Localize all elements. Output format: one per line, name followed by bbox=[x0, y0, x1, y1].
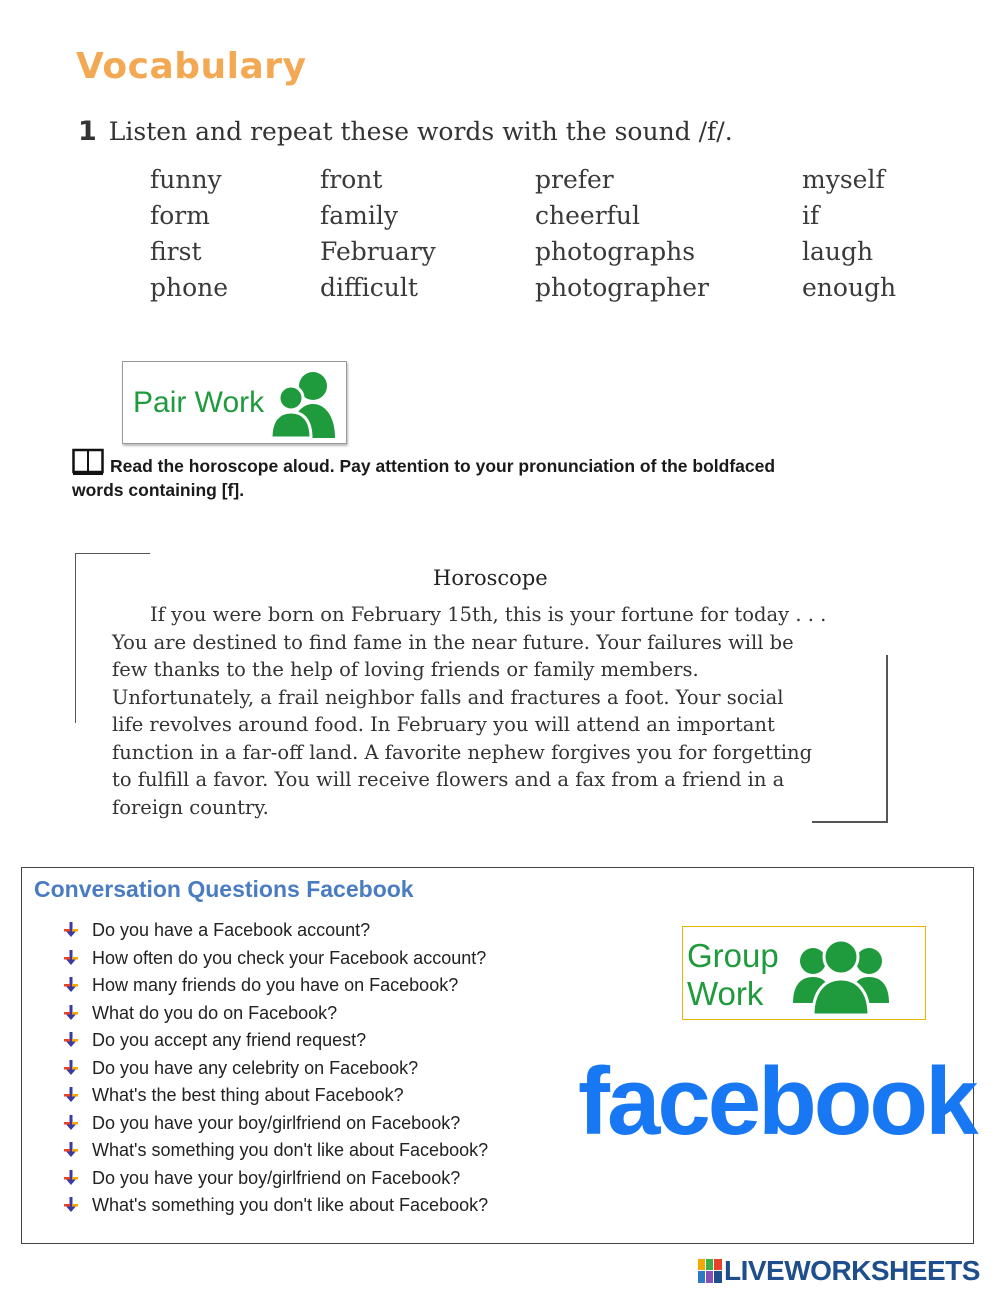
pair-people-icon bbox=[269, 368, 341, 440]
word: family bbox=[320, 201, 398, 230]
question-text: Do you have your boy/girlfriend on Facebook? bbox=[92, 1167, 461, 1188]
horoscope-line: to fulfill a favor. You will receive flowers and a fax from a friend in a bbox=[112, 768, 785, 791]
bullet-arrow-icon bbox=[62, 1059, 80, 1077]
frame-border bbox=[75, 553, 76, 723]
question-item bbox=[62, 1166, 488, 1194]
horoscope-title: Horoscope bbox=[433, 566, 548, 590]
word: cheerful bbox=[535, 201, 640, 230]
word: funny bbox=[150, 165, 222, 194]
question-text: How often do you check your Facebook account? bbox=[92, 947, 487, 968]
group-work-label bbox=[687, 937, 779, 1013]
word: myself bbox=[802, 165, 885, 194]
word: difficult bbox=[320, 273, 418, 302]
bullet-arrow-icon bbox=[62, 1031, 80, 1049]
horoscope-line: function in a far-off land. A favorite nephew forgives you for forgetting bbox=[112, 740, 813, 764]
question-item bbox=[62, 1056, 488, 1084]
bullet-arrow-icon bbox=[62, 976, 80, 994]
word: enough bbox=[802, 273, 897, 302]
bullet-arrow-icon bbox=[62, 921, 80, 939]
horoscope-line: few thanks to the help of loving friends or family members. bbox=[112, 658, 699, 681]
frame-border bbox=[886, 655, 888, 822]
horoscope-line: life revolves around food. In February you will attend an important bbox=[112, 713, 775, 736]
word: February bbox=[320, 237, 436, 266]
question-text: What's something you don't like about Facebook? bbox=[92, 1195, 489, 1215]
question-text: Do you have a Facebook account? bbox=[92, 920, 371, 940]
question-list bbox=[62, 918, 488, 1221]
bullet-arrow-icon bbox=[62, 1086, 80, 1104]
frame-border bbox=[75, 553, 150, 554]
question-text: What do you do on Facebook? bbox=[92, 1002, 338, 1023]
question-item bbox=[62, 1028, 488, 1056]
question-item bbox=[62, 1083, 488, 1111]
word: laugh bbox=[802, 237, 874, 266]
question-text: Do you have your boy/girlfriend on Facebook? bbox=[92, 1112, 461, 1133]
question-item bbox=[62, 1001, 488, 1029]
horoscope-line: You are destined to find fame in the near future. Your failures will be bbox=[112, 630, 794, 654]
liveworksheets-logo-icon bbox=[698, 1259, 722, 1283]
horoscope-line: Unfortunately, a frail neighbor falls and fractures a foot. Your social bbox=[112, 685, 784, 709]
horoscope-line: foreign country. bbox=[112, 795, 269, 819]
question-text: Do you have any celebrity on Facebook? bbox=[92, 1057, 419, 1078]
word: first bbox=[150, 237, 202, 266]
group-work-line2: Work bbox=[687, 975, 764, 1012]
question-item bbox=[62, 1193, 488, 1221]
liveworksheets-text: LIVEWORKSHEETS bbox=[724, 1255, 980, 1286]
exercise-instruction bbox=[78, 116, 733, 147]
horoscope-text bbox=[112, 601, 872, 821]
word: if bbox=[802, 201, 820, 230]
bullet-arrow-icon bbox=[62, 1141, 80, 1159]
bullet-arrow-icon bbox=[62, 1004, 80, 1022]
bullet-arrow-icon bbox=[62, 1169, 80, 1187]
conversation-questions-box bbox=[21, 867, 974, 1244]
word: photographer bbox=[535, 273, 709, 302]
bullet-arrow-icon bbox=[62, 1196, 80, 1214]
word-column-4 bbox=[802, 162, 896, 306]
vocabulary-title: Vocabulary bbox=[76, 46, 307, 87]
pair-work-label: Pair Work bbox=[133, 386, 265, 419]
exercise-number: 1 bbox=[78, 116, 97, 147]
question-item bbox=[62, 946, 488, 974]
question-item bbox=[62, 973, 488, 1001]
reading-instruction-line1: Read the horoscope aloud. Pay attention to your pronunciation of the boldfaced bbox=[110, 456, 776, 476]
question-text: What's the best thing about Facebook? bbox=[92, 1085, 404, 1105]
question-text: How many friends do you have on Facebook? bbox=[92, 975, 459, 995]
question-item bbox=[62, 918, 488, 946]
reading-instruction-line2: words containing [f]. bbox=[72, 480, 245, 500]
question-item bbox=[62, 1111, 488, 1139]
word: photographs bbox=[535, 237, 696, 266]
word: prefer bbox=[535, 165, 614, 194]
word-column-1 bbox=[150, 162, 228, 306]
book-icon bbox=[72, 448, 104, 476]
frame-border bbox=[812, 821, 888, 823]
word: phone bbox=[150, 273, 229, 302]
exercise-text: Listen and repeat these words with the sound /f/. bbox=[108, 117, 733, 146]
bullet-arrow-icon bbox=[62, 1114, 80, 1132]
question-text: Do you accept any friend request? bbox=[92, 1030, 367, 1050]
pair-work-badge bbox=[122, 361, 347, 444]
group-work-badge bbox=[682, 926, 926, 1020]
question-item bbox=[62, 1138, 488, 1166]
horoscope-line: If you were born on February 15th, this is your fortune for today . . . bbox=[150, 603, 827, 626]
conversation-title: Conversation Questions Facebook bbox=[34, 876, 414, 902]
facebook-logo: facebook bbox=[578, 1048, 976, 1155]
word: front bbox=[320, 165, 383, 194]
word: form bbox=[150, 201, 210, 230]
word-column-3 bbox=[535, 162, 709, 306]
group-people-icon bbox=[791, 933, 891, 1017]
word-column-2 bbox=[320, 162, 436, 306]
group-work-line1: Group bbox=[687, 937, 779, 974]
question-text: What's something you don't like about Facebook? bbox=[92, 1140, 489, 1160]
bullet-arrow-icon bbox=[62, 949, 80, 967]
